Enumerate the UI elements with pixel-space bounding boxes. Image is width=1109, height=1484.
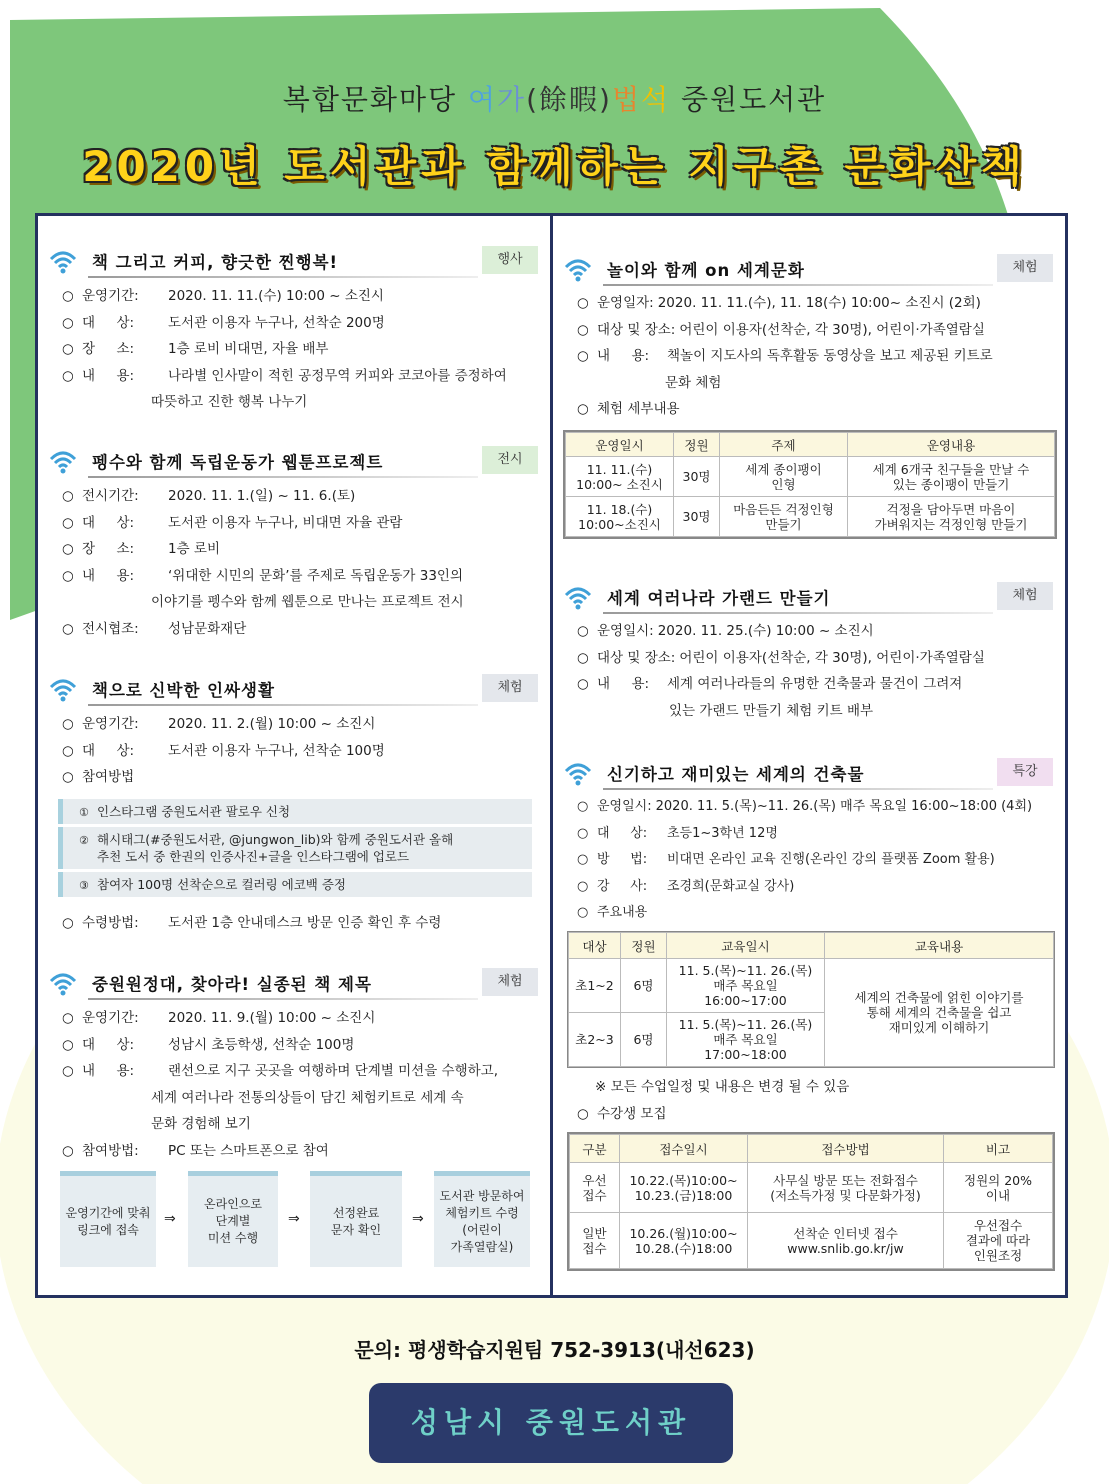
- detail-row: ○ 강 사: 조경희(문화교실 강사): [577, 878, 795, 894]
- section-header-coffee: [48, 244, 538, 278]
- participation-steps: [58, 799, 532, 900]
- section-details: [577, 618, 1057, 724]
- wifi-icon: [563, 759, 593, 787]
- detail-continuation: 있는 가랜드 만들기 체험 키트 배부: [669, 702, 874, 719]
- divider: [88, 704, 478, 706]
- detail-row: ○ 운영기간: 2020. 11. 2.(월) 10:00 ~ 소진시: [62, 716, 376, 732]
- section-header-architecture: [563, 756, 1053, 790]
- arrow-right-icon: ⇒: [288, 1211, 300, 1227]
- section-title: 책으로 신박한 인싸생활: [92, 681, 275, 700]
- registration-table: 구분 접수일시 접수방법 비고 우선 접수 10.22.(목)10:00~ 10.23.(금)18:00 사무실 방문 또는 전화접수 (저소득가정 및 다문화가정) 정원의 20% 이내 일반 접수 10.26.(월)10:00~ 10.28.(수)18:00 선착순 인터넷 접수 www.snlib.go.kr/jw 우선접수 결과에 따라 인원조정: [567, 1132, 1055, 1271]
- subtitle: [0, 78, 1109, 118]
- subtitle-yeo: 여: [467, 83, 498, 116]
- divider: [603, 612, 993, 614]
- category-badge: 행사: [482, 246, 538, 274]
- detail-row: ○ 운영기간: 2020. 11. 11.(수) 10:00 ~ 소진시: [62, 288, 384, 304]
- subtitle-library: 중원도서관: [670, 83, 827, 116]
- divider: [603, 788, 993, 790]
- detail-row: ○ 참여방법: PC 또는 스마트폰으로 참여: [62, 1142, 329, 1159]
- section-details: [62, 483, 542, 642]
- flow-step: 도서관 방문하여 체험키트 수령 (어린이 가족열람실): [434, 1171, 530, 1267]
- section-header-expedition: [48, 966, 538, 1000]
- main-title: 2020년 도서관과 함께하는 지구촌 문화산책: [82, 142, 1027, 191]
- detail-row: ○ 운영기간: 2020. 11. 9.(월) 10:00 ~ 소진시: [62, 1010, 376, 1026]
- category-badge: 체험: [482, 674, 538, 702]
- detail-row: ○ 체험 세부내용: [577, 401, 680, 417]
- mission-flow: [60, 1171, 540, 1271]
- detail-row: ○ 대상 및 장소: 어린이 이용자(선착순, 각 30명), 어린이·가족열람실: [577, 321, 985, 338]
- section-title: 신기하고 재미있는 세계의 건축물: [607, 765, 865, 784]
- detail-row: ○ 대 상: 도서관 이용자 누구나, 비대면 자율 관람: [62, 514, 403, 531]
- arrow-right-icon: ⇒: [412, 1211, 424, 1227]
- detail-row: ○ 운영일자: 2020. 11. 11.(수), 11. 18(수) 10:00~ 소진시 (2회): [577, 295, 981, 311]
- library-name-banner: 성남시 중원도서관: [369, 1383, 733, 1463]
- category-badge: 특강: [997, 758, 1053, 786]
- detail-row: ○ 주요내용: [577, 905, 648, 920]
- detail-row: ○ 대 상: 도서관 이용자 누구나, 선착순 200명: [62, 314, 385, 331]
- category-badge: 체험: [997, 254, 1053, 282]
- subtitle-prefix: 복합문화마당: [282, 83, 468, 116]
- step-item: ② 해시태그(#중원도서관, @jungwon_lib)와 함께 중원도서관 올해 추천 도서 중 한권의 인증사진+글을 인스타그램에 업로드: [58, 827, 532, 869]
- detail-row: ○ 내 용: ‘위대한 시민의 문화’를 주제로 독립운동가 33인의: [62, 567, 463, 584]
- detail-row: ○ 장 소: 1층 로비 비대면, 자율 배부: [62, 341, 329, 357]
- section-header-insta: [48, 672, 538, 706]
- detail-row: ○ 방 법: 비대면 온라인 교육 진행(온라인 강의 플랫폼 Zoom 활용): [577, 852, 995, 867]
- experience-table: 운영일시 정원 주제 운영내용 11. 11.(수) 10:00~ 소진시 30명 세계 종이팽이 인형 세계 6개국 친구들을 만날 수 있는 종이팽이 만들기 11. 18.(수) 10:00~소진시 30명 마음든든 걱정인형 만들기 걱정을 담아두면 마음이 가벼워지는 걱정인형 만들기: [563, 430, 1057, 539]
- wifi-icon: [48, 675, 78, 703]
- detail-row: ○ 대 상: 도서관 이용자 누구나, 선착순 100명: [62, 742, 385, 759]
- detail-row: ○ 전시기간: 2020. 11. 1.(일) ~ 11. 6.(토): [62, 488, 356, 504]
- divider: [88, 276, 478, 278]
- divider: [603, 284, 993, 286]
- section-title: 세계 여러나라 가랜드 만들기: [607, 589, 831, 608]
- section-title: 펭수와 함께 독립운동가 웹툰프로젝트: [92, 453, 384, 472]
- flow-step: 선정완료 문자 확인: [310, 1171, 402, 1267]
- detail-row: ○ 내 용: 나라별 인사말이 적힌 공정무역 커피와 코코아를 증정하여: [62, 367, 507, 384]
- subtitle-beop: 법: [611, 83, 642, 116]
- wifi-icon: [48, 969, 78, 997]
- detail-continuation: 이야기를 펭수와 함께 웹툰으로 만나는 프로젝트 전시: [151, 594, 464, 610]
- notice-block: [577, 1074, 1057, 1127]
- wifi-icon: [563, 255, 593, 283]
- section-title: 책 그리고 커피, 향긋한 찐행복!: [92, 253, 339, 272]
- education-table: 대상 정원 교육일시 교육내용 초1~2 6명 11. 5.(목)~11. 26.(목) 매주 목요일 16:00~17:00 세계의 건축물에 얽힌 이야기를 통해 세계의 건축물을 쉽고 재미있게 이해하기 초2~3 6명 11. 5.(목)~11. 26.(목) 매주 목요일 17:00~18:00: [567, 931, 1055, 1068]
- wifi-icon: [48, 447, 78, 475]
- detail-continuation: 따뜻하고 진한 행복 나누기: [151, 394, 308, 410]
- section-details: [62, 283, 542, 416]
- divider: [88, 998, 478, 1000]
- wifi-icon: [48, 247, 78, 275]
- section-header-garland: [563, 580, 1053, 614]
- notice-text: ※ 모든 수업일정 및 내용은 변경 될 수 있음: [595, 1079, 850, 1095]
- section-header-webtoon: [48, 444, 538, 478]
- contact-info: 문의: 평생학습지원팀 752-3913(내선623): [354, 1338, 755, 1362]
- detail-row: ○ 내 용: 랜선으로 지구 곳곳을 여행하며 단계별 미션을 수행하고,: [62, 1063, 498, 1079]
- receive-method: [62, 910, 542, 937]
- subtitle-ga: 가: [497, 83, 527, 116]
- section-details: [577, 794, 1057, 927]
- category-badge: 체험: [997, 582, 1053, 610]
- detail-continuation: 문화 경험해 보기: [151, 1116, 251, 1132]
- detail-row: ○ 참여방법: [62, 769, 135, 785]
- divider: [88, 476, 478, 478]
- right-panel: [550, 213, 1068, 1298]
- step-item: ① 인스타그램 중원도서관 팔로우 신청: [58, 799, 532, 824]
- section-title: 중원원정대, 찾아라! 실종된 책 제목: [92, 975, 372, 994]
- detail-row: ○ 내 용: 세계 여러나라들의 유명한 건축물과 물건이 그려져: [577, 676, 963, 692]
- detail-row: ○ 전시협조: 성남문화재단: [62, 620, 247, 637]
- section-details: [62, 711, 542, 791]
- detail-continuation: 세계 여러나라 전통의상들이 담긴 체험키트로 세계 속: [151, 1089, 464, 1106]
- flow-step: 온라인으로 단계별 미션 수행: [188, 1171, 278, 1267]
- category-badge: 체험: [482, 968, 538, 996]
- detail-row: ○ 수강생 모집: [577, 1105, 667, 1122]
- category-badge: 전시: [482, 446, 538, 474]
- section-details: [62, 1005, 542, 1164]
- section-details: [577, 290, 1057, 423]
- detail-row: ○ 대상 및 장소: 어린이 이용자(선착순, 각 30명), 어린이·가족열람실: [577, 649, 985, 666]
- left-panel: [35, 213, 553, 1298]
- detail-row: ○ 대 상: 성남시 초등학생, 선착순 100명: [62, 1036, 355, 1053]
- poster-header: [0, 78, 1109, 194]
- detail-row: ○ 내 용: 책놀이 지도사의 독후활동 동영상을 보고 제공된 키트로: [577, 348, 993, 364]
- detail-row: ○ 수령방법: 도서관 1층 안내데스크 방문 인증 확인 후 수령: [62, 915, 442, 931]
- section-title: 놀이와 함께 on 세계문화: [607, 261, 805, 280]
- subtitle-seok: 석: [641, 83, 671, 116]
- step-item: ③ 참여자 100명 선착순으로 컬러링 에코백 증정: [58, 872, 532, 897]
- wifi-icon: [563, 583, 593, 611]
- detail-continuation: 문화 체험: [665, 374, 722, 391]
- subtitle-hanja: (餘暇): [526, 83, 612, 116]
- detail-row: ○ 운영일시: 2020. 11. 5.(목)~11. 26.(목) 매주 목요일 16:00~18:00 (4회): [577, 799, 1033, 814]
- detail-row: ○ 장 소: 1층 로비: [62, 541, 221, 557]
- detail-row: ○ 운영일시: 2020. 11. 25.(수) 10:00 ~ 소진시: [577, 623, 874, 639]
- arrow-right-icon: ⇒: [164, 1211, 176, 1227]
- section-header-play: [563, 252, 1053, 286]
- detail-row: ○ 대 상: 초등1~3학년 12명: [577, 825, 778, 841]
- flow-step: 운영기간에 맞춰 링크에 접속: [60, 1171, 156, 1267]
